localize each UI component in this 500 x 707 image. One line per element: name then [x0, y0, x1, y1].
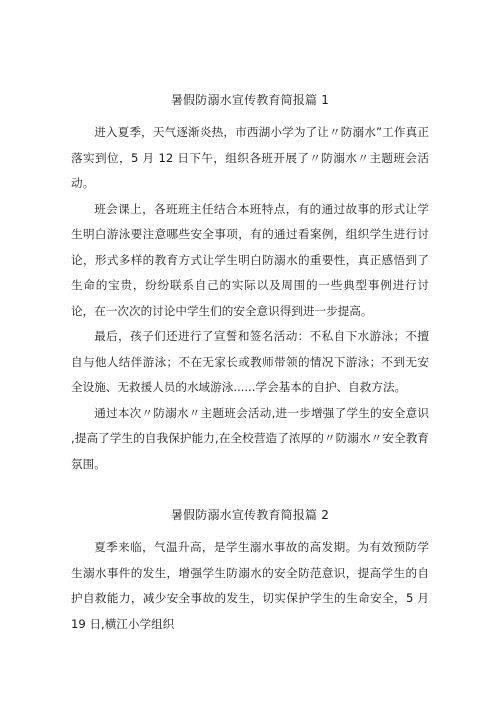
section1-paragraph-2: 班会课上，各班班主任结合本班特点，有的通过故事的形式让学生明白游泳要注意哪些安全事项，有的通过看案例，组织学生进行讨论，形式多样的教育方式让学生明白防溺水的重要性，真正感悟到了生命的宝贵，纷纷联系自己的实际以及周围的一些典型事例进行讨论，在一次次的讨论中学生们的安全意识得到进一步提高。 [71, 201, 429, 318]
section1-paragraph-1: 进入夏季，天气逐渐炎热，市西湖小学为了让〃防溺水”工作真正落实到位，5 月 12 日下午，组织各班开展了〃防溺水〃主题班会活动。 [71, 125, 429, 190]
section2-title: 暑假防溺水宣传教育简报篇 2 [170, 508, 330, 522]
section1-paragraph-3: 最后，孩子们还进行了宣誓和签名活动：不私自下水游泳；不擅自与他人结伴游泳；不在无家长或教师带领的情况下游泳；不到无安全设施、无救援人员的水域游泳......学会基本的自护、自救方法。 [71, 329, 429, 394]
document-body [71, 92, 429, 637]
section1-paragraph-4: 通过本次〃防溺水〃主题班会活动,进一步增强了学生的安全意识 ,提高了学生的自我保护能力,在全校营造了浓厚的〃防溺水〃安全教育氛围。 [71, 405, 429, 471]
section1-title: 暑假防溺水宣传教育简报篇 1 [170, 93, 330, 107]
section2-paragraph-1: 夏季来临，气温升高，是学生溺水事故的高发期。为有效预防学生溺水事件的发生，增强学生防溺水的安全防范意识，提高学生的自护自救能力，减少安全事故的发生，切实保护学生的生命安全，5 月 19 日,横江小学组织 [71, 540, 429, 631]
